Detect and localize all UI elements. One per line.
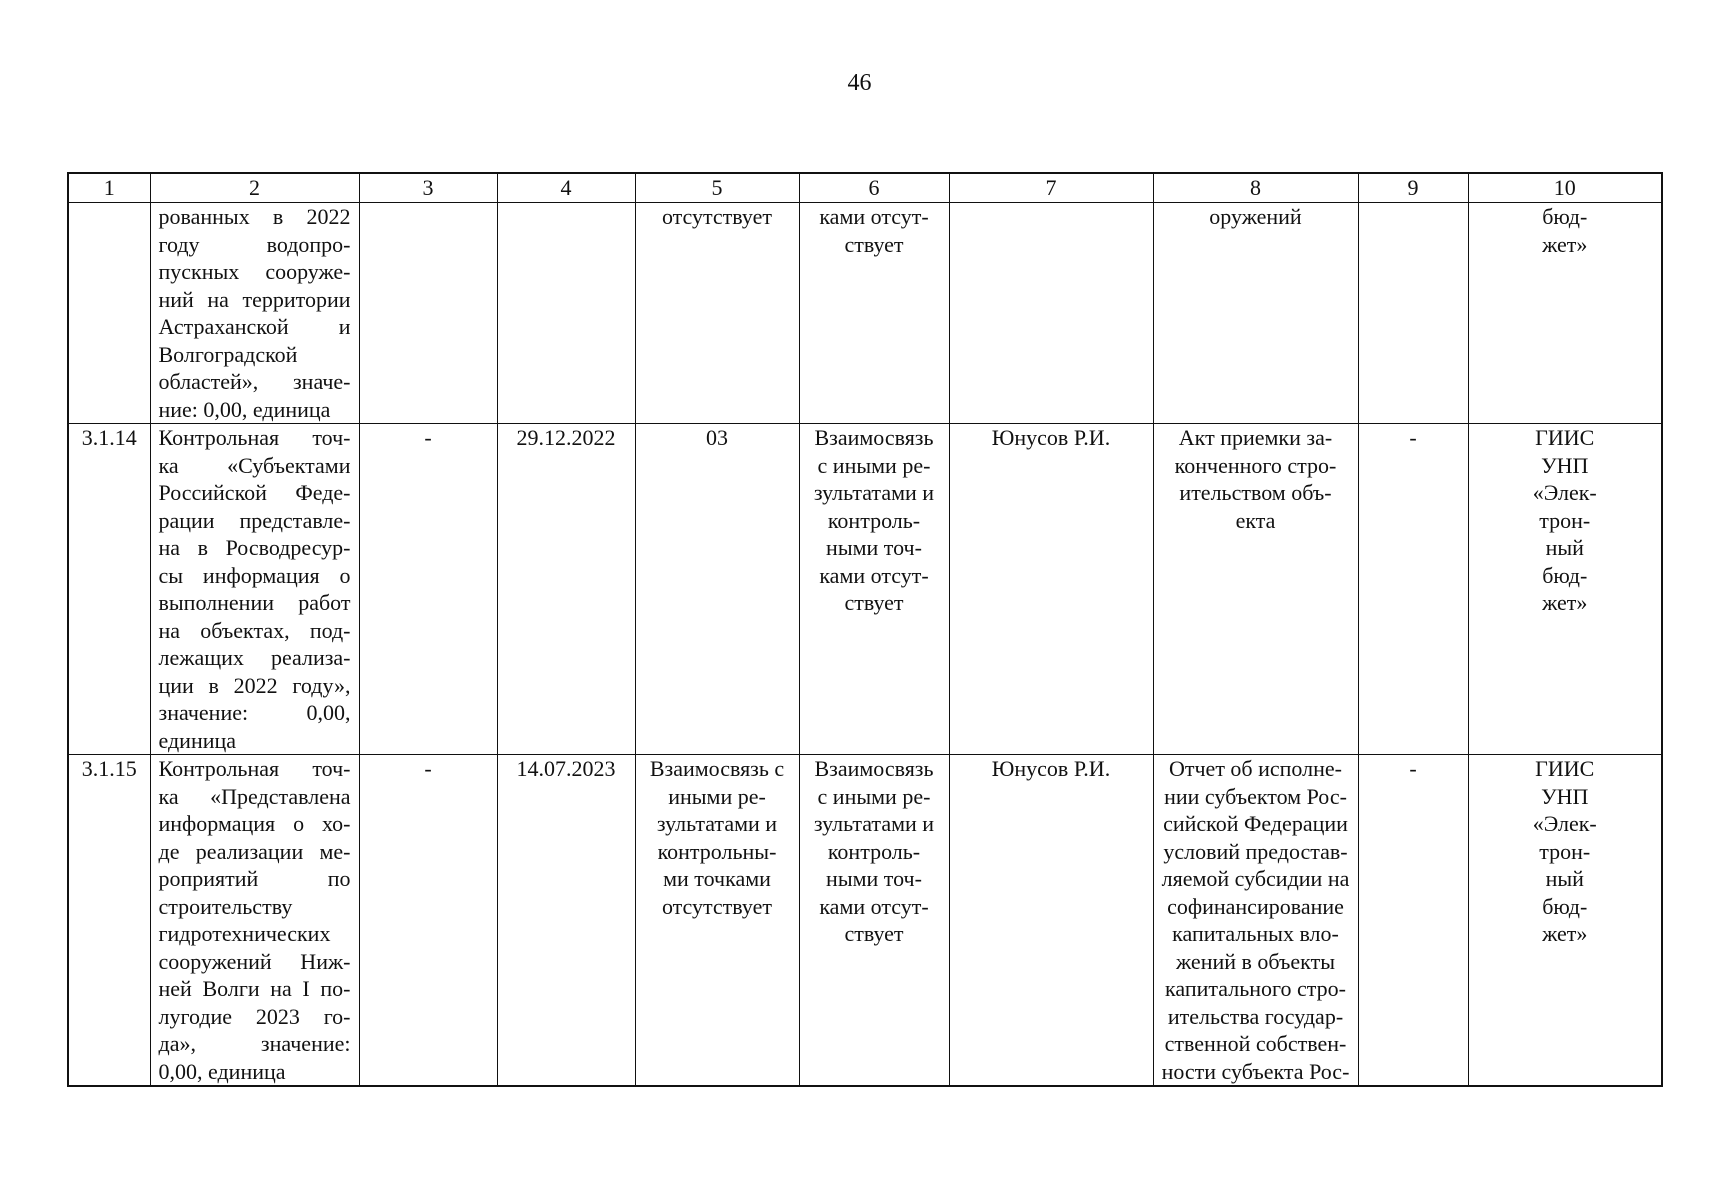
text-line: жений в объекты xyxy=(1176,948,1335,974)
cell-col5 xyxy=(635,755,799,1087)
text-line: ляемой субсидии на xyxy=(1161,866,1350,891)
text-line: ный xyxy=(1545,866,1584,891)
text-line: информация о хо- xyxy=(158,811,351,836)
text-line: условий предостав- xyxy=(1163,838,1348,864)
text-line: ными точ- xyxy=(826,535,922,560)
text-line: ствует xyxy=(844,590,904,615)
text-line: «Элек- xyxy=(1532,811,1597,836)
cell-system xyxy=(1468,203,1662,424)
text-line: с иными ре- xyxy=(817,783,931,809)
text-line: лежащих реализа- xyxy=(158,645,351,670)
text-line: отсутствует xyxy=(661,893,773,919)
text-line: ми точками xyxy=(663,866,771,891)
cell-col3: - xyxy=(359,424,497,755)
text-line: сооружений Ниж- xyxy=(158,948,351,974)
text-line: капитального стро- xyxy=(1165,976,1346,1001)
table-row xyxy=(68,424,1662,755)
column-header: 1 xyxy=(68,173,150,203)
cell-col6 xyxy=(799,203,949,424)
cell-responsible: Юнусов Р.И. xyxy=(949,424,1153,755)
text-line: пускных сооруже- xyxy=(158,259,351,284)
text-line: ка «Представлена xyxy=(158,783,351,809)
text-line: ний на территории xyxy=(158,286,351,312)
text-line: бюд- xyxy=(1542,204,1588,229)
cell-col3: - xyxy=(359,755,497,1087)
text-line: жет» xyxy=(1542,921,1588,946)
text-line: ГИИС xyxy=(1535,756,1595,781)
text-line: ности субъекта Рос- xyxy=(1161,1058,1350,1084)
text-line: ственной собствен- xyxy=(1164,1031,1347,1056)
text-line: сийской Федерации xyxy=(1163,811,1348,836)
text-line: областей», значе- xyxy=(158,369,351,394)
text-line: ГИИС xyxy=(1535,425,1595,450)
text-line: ней Волги на I по- xyxy=(158,976,351,1001)
text-line: Акт приемки за- xyxy=(1178,425,1333,450)
row-number-cell: 3.1.15 xyxy=(68,755,150,1087)
cell-col3 xyxy=(359,203,497,424)
text-line: единица xyxy=(158,727,237,753)
text-line: трон- xyxy=(1539,507,1591,533)
text-line: строительству xyxy=(158,893,293,919)
table-row xyxy=(68,755,1662,1087)
text-line: сы информация о xyxy=(158,562,351,588)
text-line: контроль- xyxy=(827,507,921,533)
text-line: Взаимосвязь xyxy=(814,425,934,450)
column-header: 10 xyxy=(1468,173,1662,203)
description-cell xyxy=(150,203,359,424)
text-line: зультатами и xyxy=(813,480,935,505)
table-header-row xyxy=(68,173,1662,203)
cell-col6 xyxy=(799,424,949,755)
cell-document xyxy=(1153,203,1358,424)
text-line: конченного стро- xyxy=(1174,452,1337,478)
text-line: рованных в 2022 xyxy=(158,204,351,229)
cell-responsible xyxy=(949,203,1153,424)
cell-date xyxy=(497,203,635,424)
cell-system xyxy=(1468,424,1662,755)
cell-responsible: Юнусов Р.И. xyxy=(949,755,1153,1087)
cell-col5 xyxy=(635,203,799,424)
text-line: жет» xyxy=(1542,231,1588,257)
cell-system xyxy=(1468,755,1662,1087)
text-line: Волгоградской xyxy=(158,341,298,367)
cell-document xyxy=(1153,424,1358,755)
cell-col6 xyxy=(799,755,949,1087)
text-line: ка «Субъектами xyxy=(158,452,351,478)
text-line: году водопро- xyxy=(158,231,351,257)
text-line: «Элек- xyxy=(1532,480,1597,505)
page-number: 46 xyxy=(847,70,872,96)
text-line: контроль- xyxy=(827,838,921,864)
row-number-cell: 3.1.14 xyxy=(68,424,150,755)
text-line: да», значение: xyxy=(158,1031,351,1056)
text-line: с иными ре- xyxy=(817,452,931,478)
description-cell xyxy=(150,755,359,1087)
text-line: Контрольная точ- xyxy=(158,756,351,781)
text-line: ными точ- xyxy=(826,866,922,891)
text-line: ствует xyxy=(844,921,904,946)
text-line: ный xyxy=(1545,535,1584,560)
cell-date: 29.12.2022 xyxy=(497,424,635,755)
text-line: 0,00, единица xyxy=(158,1058,286,1084)
column-header: 4 xyxy=(497,173,635,203)
text-line: ками отсут- xyxy=(819,562,929,588)
text-line: Российской Феде- xyxy=(158,480,351,505)
cell-date: 14.07.2023 xyxy=(497,755,635,1087)
text-line: выполнении работ xyxy=(158,590,351,615)
text-line: софинансирование xyxy=(1167,893,1344,919)
text-line: трон- xyxy=(1539,838,1591,864)
text-line: ции в 2022 году», xyxy=(158,672,351,698)
text-line: роприятий по xyxy=(158,866,351,891)
text-line: ками отсут- xyxy=(819,893,929,919)
text-line: де реализации ме- xyxy=(158,838,351,864)
text-line: Взаимосвязь с xyxy=(649,756,785,781)
cell-col9: - xyxy=(1358,424,1468,755)
description-cell xyxy=(150,424,359,755)
text-line: УНП xyxy=(1541,783,1589,809)
text-line: иными ре- xyxy=(668,783,766,809)
text-line: значение: 0,00, xyxy=(158,700,351,725)
text-line: ительством объ- xyxy=(1179,480,1332,505)
column-header: 2 xyxy=(150,173,359,203)
text-line: контрольны- xyxy=(657,838,777,864)
table-row xyxy=(68,203,1662,424)
column-header: 3 xyxy=(359,173,497,203)
text-line: лугодие 2023 го- xyxy=(158,1003,351,1029)
text-line: Контрольная точ- xyxy=(158,425,351,450)
text-line: УНП xyxy=(1541,452,1589,478)
text-line: рации представле- xyxy=(158,507,351,533)
column-header: 5 xyxy=(635,173,799,203)
text-line: оружений xyxy=(1209,204,1302,229)
row-number-cell xyxy=(68,203,150,424)
text-line: на объектах, под- xyxy=(158,617,351,643)
text-line: нии субъектом Рос- xyxy=(1164,783,1347,809)
cell-col5 xyxy=(635,424,799,755)
column-header: 7 xyxy=(949,173,1153,203)
text-line: 03 xyxy=(706,425,728,450)
text-line: жет» xyxy=(1542,590,1588,615)
text-line: ками отсут- xyxy=(819,204,929,229)
text-line: зультатами и xyxy=(813,811,935,836)
cell-col9 xyxy=(1358,203,1468,424)
text-line: бюд- xyxy=(1542,562,1588,588)
column-header: 9 xyxy=(1358,173,1468,203)
column-header: 6 xyxy=(799,173,949,203)
text-line: ительства государ- xyxy=(1167,1003,1344,1029)
column-header: 8 xyxy=(1153,173,1358,203)
text-line: капитальных вло- xyxy=(1172,921,1339,946)
text-line: ние: 0,00, единица xyxy=(158,396,331,422)
text-line: Астраханской и xyxy=(158,314,351,339)
text-line: бюд- xyxy=(1542,893,1588,919)
cell-document xyxy=(1153,755,1358,1087)
text-line: Взаимосвязь xyxy=(814,756,934,781)
text-line: екта xyxy=(1235,507,1276,533)
text-line: Отчет об исполне- xyxy=(1168,756,1342,781)
document-table xyxy=(67,172,1663,1087)
text-line: гидротехнических xyxy=(158,921,331,946)
text-line: ствует xyxy=(844,231,904,257)
text-line: отсутствует xyxy=(661,204,773,229)
text-line: зультатами и xyxy=(656,811,778,836)
cell-col9: - xyxy=(1358,755,1468,1087)
text-line: на в Росводресур- xyxy=(158,535,351,560)
